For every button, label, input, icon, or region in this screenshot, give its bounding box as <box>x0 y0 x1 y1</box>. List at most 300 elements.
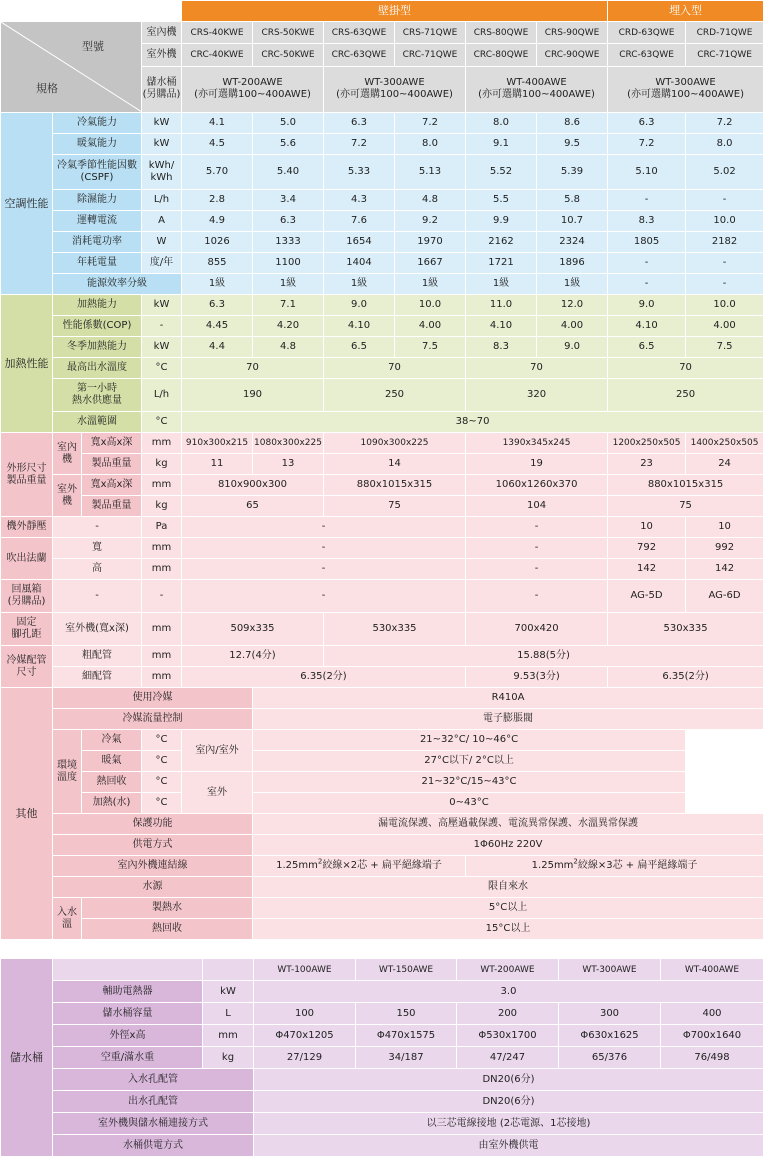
row-label: 熱回收 <box>82 919 253 940</box>
cell: 5°C以上 <box>253 898 764 919</box>
tank-model: WT-150AWE <box>356 959 457 981</box>
cell: - <box>686 253 764 274</box>
unit: °C <box>142 412 182 433</box>
outdoor-model: CRC-71QWE <box>395 44 466 66</box>
cell: 1級 <box>537 274 608 295</box>
env-temp-label: 環境 溫度 <box>53 730 82 814</box>
cell: 11.0 <box>466 295 537 316</box>
cell: 9.0 <box>324 295 395 316</box>
cell: 4.00 <box>686 316 764 337</box>
row-label: 最高出水溫度 <box>53 358 142 379</box>
cell: 1026 <box>182 232 253 253</box>
wire-a-sup: 2 <box>317 857 323 866</box>
row-label: 空重/滿水重 <box>53 1047 203 1069</box>
row-label: 冷媒流量控制 <box>53 709 253 730</box>
cell: 1級 <box>395 274 466 295</box>
cell: 7.2 <box>608 134 686 155</box>
cell: 14 <box>324 454 466 475</box>
tank-model: WT-100AWE <box>254 959 356 981</box>
cell: 27°C以下/ 2°C以上 <box>253 751 686 772</box>
spec-label: 規格 <box>36 82 58 95</box>
row-label: 寬x高x深 <box>82 475 142 496</box>
group-wall: 壁掛型 <box>182 1 608 22</box>
outdoor-label: 室外機 <box>142 44 182 66</box>
unit: kWh/ kWh <box>142 155 182 190</box>
cell: 6.3 <box>608 113 686 134</box>
dims-outdoor-label: 室外機 <box>53 475 82 517</box>
foot-label: 固定 腳孔距 <box>1 613 53 646</box>
cell: 4.10 <box>324 316 395 337</box>
cell: - <box>182 559 466 580</box>
cell: 5.52 <box>466 155 537 190</box>
cell: 1404 <box>324 253 395 274</box>
cell: 21~32°C/ 10~46°C <box>253 730 686 751</box>
cell: 250 <box>324 379 466 412</box>
cell: 34/187 <box>356 1047 457 1069</box>
indoor-model: CRS-63QWE <box>324 22 395 44</box>
unit: L/h <box>142 379 182 412</box>
unit: °C <box>142 793 182 814</box>
cell: 5.33 <box>324 155 395 190</box>
row-label: 暖氣 <box>82 751 142 772</box>
cell: 100 <box>254 1003 356 1025</box>
tank-model: WT-300AWE (亦可選購100~400AWE) <box>608 66 764 112</box>
cell: - <box>182 538 466 559</box>
outdoor-model: CRC-40KWE <box>182 44 253 66</box>
row-label: 輔助電熱器 <box>53 981 203 1003</box>
cell: Φ700x1640 <box>661 1025 764 1047</box>
outdoor-model: CRC-63QWE <box>324 44 395 66</box>
wire-a-text: 絞線×2芯 + 扁平絕緣端子 <box>322 860 442 871</box>
cell: 5.10 <box>608 155 686 190</box>
row-label: 冷氣 <box>82 730 142 751</box>
cell: 4.10 <box>466 316 537 337</box>
cell: 10.7 <box>537 211 608 232</box>
wire-a-text: 1.25mm <box>276 860 318 871</box>
cell: 2182 <box>686 232 764 253</box>
cell: 6.5 <box>324 337 395 358</box>
cell: 19 <box>466 454 608 475</box>
cell: 509x335 <box>182 613 324 646</box>
cell: 70 <box>182 358 324 379</box>
row-label: 暖氣能力 <box>53 134 142 155</box>
cell: - <box>686 274 764 295</box>
cell: 1級 <box>324 274 395 295</box>
cell: 7.2 <box>324 134 395 155</box>
indoor-label: 室內機 <box>142 22 182 44</box>
cell: - <box>466 559 608 580</box>
blank <box>53 959 203 981</box>
row-label: 年耗電量 <box>53 253 142 274</box>
cell: 5.02 <box>686 155 764 190</box>
cell: 5.40 <box>253 155 324 190</box>
cell: 910x300x215 <box>182 433 253 454</box>
cell: 6.3 <box>253 211 324 232</box>
cell: 992 <box>686 538 764 559</box>
cell: 65 <box>182 496 324 517</box>
cell: AG-6D <box>686 580 764 613</box>
tank-model: WT-300AWE (亦可選購100~400AWE) <box>324 66 466 112</box>
row-label: 水桶供電方式 <box>53 1135 254 1157</box>
cell: 142 <box>608 559 686 580</box>
cell: 5.6 <box>253 134 324 155</box>
unit: kW <box>203 981 254 1003</box>
cell: - <box>53 517 142 538</box>
cell: 24 <box>686 454 764 475</box>
cell: 23 <box>608 454 686 475</box>
cell: 6.35(2分) <box>608 667 764 688</box>
row-label: 冷氣季節性能因數(CSPF) <box>53 155 142 190</box>
wire-b-text: 絞線×3芯 + 扁平絕緣端子 <box>577 860 698 871</box>
unit: 度/年 <box>142 253 182 274</box>
cell: 4.5 <box>182 134 253 155</box>
unit: kW <box>142 295 182 316</box>
cell: 530x335 <box>324 613 466 646</box>
cell: 1Φ60Hz 220V <box>253 835 764 856</box>
cell: Φ530x1700 <box>457 1025 559 1047</box>
cell: 9.53(3分) <box>466 667 608 688</box>
cell: AG-5D <box>608 580 686 613</box>
cell: - <box>608 274 686 295</box>
cell: 70 <box>466 358 608 379</box>
cell: 530x335 <box>608 613 764 646</box>
row-label: 冷氣能力 <box>53 113 142 134</box>
cell: 4.8 <box>253 337 324 358</box>
cell: 15.88(5分) <box>324 646 764 667</box>
unit: °C <box>142 358 182 379</box>
row-label: 除濕能力 <box>53 190 142 211</box>
cell: 1400x250x505 <box>686 433 764 454</box>
cell: Φ470x1575 <box>356 1025 457 1047</box>
cell: 300 <box>559 1003 661 1025</box>
cell: 8.0 <box>466 113 537 134</box>
row-label: 粗配管 <box>53 646 142 667</box>
cell: 1333 <box>253 232 324 253</box>
cell: - <box>686 190 764 211</box>
cell: 400 <box>661 1003 764 1025</box>
cell: 8.6 <box>537 113 608 134</box>
cell: DN20(6分) <box>254 1069 764 1091</box>
unit: mm <box>142 646 182 667</box>
cell: 0~43°C <box>253 793 686 814</box>
cell: 4.9 <box>182 211 253 232</box>
row-label: 供電方式 <box>53 835 253 856</box>
cell: 5.5 <box>466 190 537 211</box>
cell: 7.2 <box>686 113 764 134</box>
cell: 6.3 <box>182 295 253 316</box>
row-label: 水源 <box>53 877 253 898</box>
unit: mm <box>203 1025 254 1047</box>
group-ceiling: 埋入型 <box>608 1 764 22</box>
cell: 4.45 <box>182 316 253 337</box>
cell: 9.0 <box>608 295 686 316</box>
cell: 4.1 <box>182 113 253 134</box>
cell: 4.4 <box>182 337 253 358</box>
cell: 以三芯電線接地 (2芯電源、1芯接地) <box>254 1113 764 1135</box>
indoor-model: CRS-50KWE <box>253 22 324 44</box>
unit: kW <box>142 134 182 155</box>
cell: 6.5 <box>608 337 686 358</box>
cell: 1080x300x225 <box>253 433 324 454</box>
cell: 38~70 <box>182 412 764 433</box>
tank-model: WT-400AWE (亦可選購100~400AWE) <box>466 66 608 112</box>
cell: 250 <box>608 379 764 412</box>
cell: 1090x300x225 <box>324 433 466 454</box>
cell: - <box>466 517 608 538</box>
row-label: 加熱(水) <box>82 793 142 814</box>
wire-spec-b <box>466 856 764 877</box>
section-heat: 加熱性能 <box>1 295 53 433</box>
cell: 1805 <box>608 232 686 253</box>
blank <box>203 959 254 981</box>
row-label: 消耗電功率 <box>53 232 142 253</box>
cell: 47/247 <box>457 1047 559 1069</box>
row-label: 運轉電流 <box>53 211 142 232</box>
pressure-label: 機外靜壓 <box>1 517 53 538</box>
cell: 1390x345x245 <box>466 433 608 454</box>
model-spec-corner <box>1 22 142 113</box>
indoor-model: CRS-80QWE <box>466 22 537 44</box>
row-label: 冬季加熱能力 <box>53 337 142 358</box>
unit: °C <box>142 751 182 772</box>
cell: 1896 <box>537 253 608 274</box>
row-label: 性能係數(COP) <box>53 316 142 337</box>
outdoor-model: CRC-50KWE <box>253 44 324 66</box>
cell: 1級 <box>253 274 324 295</box>
unit: kg <box>142 454 182 475</box>
indoor-model: CRS-90QWE <box>537 22 608 44</box>
cell: 10 <box>608 517 686 538</box>
unit: mm <box>142 559 182 580</box>
cell: 12.7(4分) <box>182 646 324 667</box>
cell: - <box>608 190 686 211</box>
unit: °C <box>142 730 182 751</box>
cell: 65/376 <box>559 1047 661 1069</box>
tank-model: WT-200AWE (亦可選購100~400AWE) <box>182 66 324 112</box>
cell: 3.4 <box>253 190 324 211</box>
cell: 限自來水 <box>253 877 764 898</box>
cell: 75 <box>324 496 466 517</box>
cell: 15°C以上 <box>253 919 764 940</box>
cell: - <box>466 538 608 559</box>
indoor-model: CRS-71QWE <box>395 22 466 44</box>
cell: 1654 <box>324 232 395 253</box>
row-label: 加熱能力 <box>53 295 142 316</box>
unit: mm <box>142 433 182 454</box>
cell: 9.2 <box>395 211 466 232</box>
cell: 6.3 <box>324 113 395 134</box>
cell: R410A <box>253 688 764 709</box>
cell: 7.1 <box>253 295 324 316</box>
cell: 7.5 <box>395 337 466 358</box>
row-label: 製品重量 <box>82 454 142 475</box>
cell: 10 <box>686 517 764 538</box>
unit: Pa <box>142 517 182 538</box>
cell: 142 <box>686 559 764 580</box>
cell: 10.0 <box>686 211 764 232</box>
indoor-model: CRS-40KWE <box>182 22 253 44</box>
cell: 室內/室外 <box>182 730 253 772</box>
wire-b-sup: 2 <box>573 857 578 866</box>
cell: 190 <box>182 379 324 412</box>
energy-efficiency-label: 能源效率分級 <box>53 274 182 295</box>
section-dims: 外形尺寸 製品重量 <box>1 433 53 517</box>
row-label: 使用冷媒 <box>53 688 253 709</box>
unit: kW <box>142 113 182 134</box>
row-label: 室外機與儲水桶連接方式 <box>53 1113 254 1135</box>
cell: - <box>182 580 466 613</box>
cell: - <box>182 517 466 538</box>
cell: 104 <box>466 496 608 517</box>
cell: 855 <box>182 253 253 274</box>
cell: 5.0 <box>253 113 324 134</box>
cell: 4.3 <box>324 190 395 211</box>
cell: 1721 <box>466 253 537 274</box>
cell: - <box>608 253 686 274</box>
cell: 810x900x300 <box>182 475 324 496</box>
cell: - <box>466 580 608 613</box>
cell: 13 <box>253 454 324 475</box>
row-label: 保護功能 <box>53 814 253 835</box>
cell: 4.20 <box>253 316 324 337</box>
row-label: 出水孔配管 <box>53 1091 254 1113</box>
cell: 8.0 <box>686 134 764 155</box>
cell: 7.5 <box>686 337 764 358</box>
cell: 320 <box>466 379 608 412</box>
cell: 10.0 <box>686 295 764 316</box>
unit: L/h <box>142 190 182 211</box>
cell: 75 <box>608 496 764 517</box>
cell: - <box>53 580 142 613</box>
row-label: 細配管 <box>53 667 142 688</box>
cell: 7.2 <box>395 113 466 134</box>
cell: 880x1015x315 <box>608 475 764 496</box>
cell: 4.00 <box>395 316 466 337</box>
unit: mm <box>142 613 182 646</box>
pipe-label: 冷媒配管 尺寸 <box>1 646 53 688</box>
cell: DN20(6分) <box>254 1091 764 1113</box>
row-label: 製品重量 <box>82 496 142 517</box>
cell: 1級 <box>182 274 253 295</box>
cell: 1200x250x505 <box>608 433 686 454</box>
row-label: 水溫範圍 <box>53 412 142 433</box>
cell: 4.00 <box>537 316 608 337</box>
unit: - <box>142 580 182 613</box>
cell: 3.0 <box>254 981 764 1003</box>
tank-table <box>0 958 764 1157</box>
outdoor-model: CRC-80QWE <box>466 44 537 66</box>
cell: 12.0 <box>537 295 608 316</box>
cell: 1100 <box>253 253 324 274</box>
cell: 1667 <box>395 253 466 274</box>
tank-model: WT-300AWE <box>559 959 661 981</box>
tank-model: WT-200AWE <box>457 959 559 981</box>
row-label: 入水孔配管 <box>53 1069 254 1091</box>
row-label: 寬 <box>53 538 142 559</box>
row-label: 儲水桶容量 <box>53 1003 203 1025</box>
cell: 4.10 <box>608 316 686 337</box>
cell: 200 <box>457 1003 559 1025</box>
cell: 9.1 <box>466 134 537 155</box>
cell: 10.0 <box>395 295 466 316</box>
cell: 由室外機供電 <box>254 1135 764 1157</box>
cell: 9.0 <box>537 337 608 358</box>
unit: mm <box>142 475 182 496</box>
outdoor-model: CRC-71QWE <box>686 44 764 66</box>
cell: 1060x1260x370 <box>466 475 608 496</box>
cell: 8.3 <box>608 211 686 232</box>
row-label: 高 <box>53 559 142 580</box>
cell: 9.9 <box>466 211 537 232</box>
cell: 6.35(2分) <box>182 667 466 688</box>
outlet-label: 吹出法蘭 <box>1 538 53 580</box>
cell: Φ630x1625 <box>559 1025 661 1047</box>
section-tank: 儲水桶 <box>1 959 53 1157</box>
cell: 漏電流保護、高壓過載保護、電流異常保護、水溫異常保護 <box>253 814 764 835</box>
cell: 880x1015x315 <box>324 475 466 496</box>
unit: W <box>142 232 182 253</box>
cell: 76/498 <box>661 1047 764 1069</box>
cell: 70 <box>324 358 466 379</box>
inlet-temp-label: 入水溫 <box>53 898 82 940</box>
unit: A <box>142 211 182 232</box>
section-other: 其他 <box>1 688 53 940</box>
cell: 8.0 <box>395 134 466 155</box>
unit: mm <box>142 667 182 688</box>
unit: kg <box>203 1047 254 1069</box>
cell: 1級 <box>466 274 537 295</box>
cell: 5.8 <box>537 190 608 211</box>
cell: 792 <box>608 538 686 559</box>
unit: mm <box>142 538 182 559</box>
dims-indoor-label: 室內機 <box>53 433 82 475</box>
cell: 5.39 <box>537 155 608 190</box>
cell: 2162 <box>466 232 537 253</box>
cell: 5.70 <box>182 155 253 190</box>
row-label: 熱回收 <box>82 772 142 793</box>
cell: 2.8 <box>182 190 253 211</box>
cell: 700x420 <box>466 613 608 646</box>
header-blank <box>1 1 182 22</box>
tank-model: WT-400AWE <box>661 959 764 981</box>
returnbox-label: 回風箱 (另購品) <box>1 580 53 613</box>
cell: 2324 <box>537 232 608 253</box>
wire-b-text: 1.25mm <box>531 860 574 871</box>
unit: L <box>203 1003 254 1025</box>
row-label: 外徑x高 <box>53 1025 203 1047</box>
row-label: 室外機(寬x深) <box>53 613 142 646</box>
cell: 電子膨脹閥 <box>253 709 764 730</box>
cell: 7.6 <box>324 211 395 232</box>
cell: 1970 <box>395 232 466 253</box>
cell: 9.5 <box>537 134 608 155</box>
tank-label: 儲水桶(另購品) <box>142 66 182 112</box>
unit: °C <box>142 772 182 793</box>
cell: 8.3 <box>466 337 537 358</box>
row-label: 製熱水 <box>82 898 253 919</box>
model-label: 型號 <box>82 40 104 53</box>
outdoor-model: CRC-90QWE <box>537 44 608 66</box>
cell: 室外 <box>182 772 253 814</box>
unit: kW <box>142 337 182 358</box>
indoor-model: CRD-63QWE <box>608 22 686 44</box>
row-label: 室內外機連結線 <box>53 856 253 877</box>
cell: 5.13 <box>395 155 466 190</box>
unit: - <box>142 316 182 337</box>
cell: Φ470x1205 <box>254 1025 356 1047</box>
cell: 70 <box>608 358 764 379</box>
cell: 21~32°C/15~43°C <box>253 772 686 793</box>
